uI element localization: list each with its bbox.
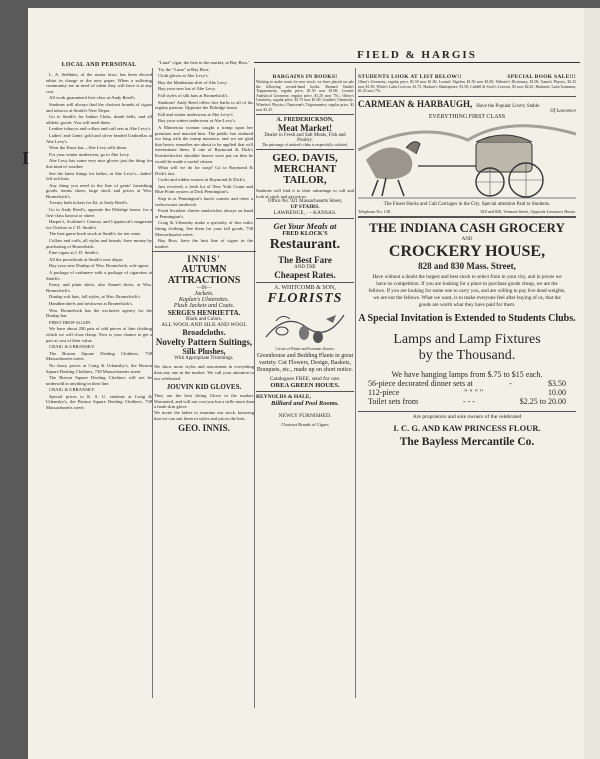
florist-name: A. WHITCOMB & SON, <box>274 285 336 292</box>
price-list <box>358 379 576 406</box>
news-item: Fall styles of silk hats at Bromelsick's. <box>158 92 229 98</box>
news-item: Buy the Manhattan shirt of Abe Levy. <box>158 79 228 85</box>
news-item: FIRST DROP AGAIN. <box>49 319 92 325</box>
fred-note: The patronage of student's clubs is respectfully solicited. <box>261 143 349 148</box>
column-ads-middle <box>256 74 354 684</box>
florist-body: Greenhouse and Bedding Plants in great variety. Cut Flowers, Design, Baskets, Bouquets, etc., made up on short notice. <box>256 353 354 374</box>
innis-line: Plush Jackets and Coats. <box>173 303 235 310</box>
news-item: Cloth gloves at Abe Levy's. <box>158 73 209 79</box>
innis-ad <box>152 254 256 433</box>
news-item: The Boston Square Dealing Clothiers will not be undersold in anything in their line. <box>46 375 152 386</box>
news-item: Try the "Luna" at Bay Bros.' <box>158 66 211 72</box>
lamps-heading-2: by the Thousand. <box>418 347 516 363</box>
price-price: 10.00 <box>548 387 566 397</box>
price-label: 56-piece decorated dinner sets at <box>368 378 473 388</box>
innis-line: SERGES HENRIETTA. <box>167 309 241 318</box>
klock-meals: Get Your Meals at <box>273 221 337 232</box>
klock-and: AND THE <box>294 265 316 271</box>
news-item: Fresh Swizlzer cheese sandwiches always on hand at Pennington's. <box>155 208 253 219</box>
innis-in: —IN— <box>196 286 212 292</box>
news-item: Fancy and plain shirts, also flannel shirts, at Wm. Bromelsick's. <box>46 282 152 293</box>
grocery-and: AND <box>461 236 473 242</box>
news-item: Buy your winter underwear at Abe Levy's. <box>158 118 237 124</box>
news-item: For your winter underwear, go to Abe Levy. <box>49 151 130 157</box>
students-heading: STUDENTS LOOK AT LIST BELOW!! <box>358 74 462 80</box>
innis-sign: GEO. INNIS. <box>178 423 230 434</box>
news-item: Bay Bros. have the best line of cigars in the market. <box>155 238 253 249</box>
carmean-name: CARMEAN & HARBAUGH, <box>358 98 473 109</box>
innis-line: ALL WOOL AND SILK AND WOOL <box>161 322 247 329</box>
news-item: See the latest things for ladies, at Abe Levy's—ladies' felt soft hats. <box>46 170 152 182</box>
innis-line: Jackets. <box>194 291 214 298</box>
notice-items <box>152 60 256 249</box>
news-item: All the periodicals at Smith's new depot. <box>49 256 124 262</box>
innis-body: We show more styles and assortment in everything than any one in the market. We call your attention to our celebrated <box>154 364 254 381</box>
news-item: Collars and cuffs, all styles and brands. Save money by purchasing of Bromelsick. <box>46 238 152 249</box>
innis-body: We invite the ladies to examine our stock, knowing that we can suit them in styles and prices the best. <box>154 409 254 421</box>
price-dash: " " " " <box>464 387 484 397</box>
innis-line: Black and Colors. <box>186 317 222 323</box>
innis-line: Silk Plushes, <box>182 347 226 357</box>
news-item: All work guaranteed first-class at Andy Reed's. <box>49 95 136 101</box>
local-items <box>46 72 152 411</box>
fred-name: A. FREDERICKSON, <box>276 117 334 124</box>
masthead-rule <box>254 62 580 63</box>
flour-name: I. C. G. AND KAW PRINCESS FLOUR. <box>393 422 541 433</box>
carmean-lawrence: Of Lawrence <box>550 108 576 114</box>
news-item: Fall and winter underwear at Abe Levy's. <box>158 111 234 117</box>
innis-jouvin: JOUVIN KID GLOVES. <box>166 383 242 392</box>
klock-name: FRED KLOCK'S <box>282 231 328 238</box>
reynolds-ad <box>256 394 354 427</box>
davis-city: LAWRENCE, - - KANSAS. <box>273 210 337 217</box>
grocery-invitation: A Special Invitation is Extended to Students Clubs. <box>358 312 576 324</box>
news-item: Wm. Bromelsick has the exclusive agency for the Dunlap hat. <box>46 307 152 319</box>
news-item: Step in at Pennington's lunch counter and chew a welsorwurst sandwich. <box>155 196 253 207</box>
news-item: Buy your new Dunlap of Wm. Bromelsick, sole agent. <box>49 263 150 269</box>
innis-line: With Appropriate Trimmings. <box>174 356 234 362</box>
klock-ad <box>256 221 354 280</box>
news-item: Buy your new hat of Abe Levy. <box>158 86 216 92</box>
innis-line: Kaplan's Ulsterettes. <box>178 297 230 304</box>
fred-sub: Dealer in Fresh and Salt Meats, Fish and Poultry. <box>264 133 346 144</box>
davis-name: GEO. DAVIS, <box>272 152 338 165</box>
price-row <box>368 397 566 406</box>
margin-fragment: I <box>22 148 30 168</box>
grocery-body: Have without a doubt the largest and best stock to select from in your city, and in prices we have no competition. If you are looking for a place to purchase goods cheap, we are the fellows. If you are looking for some one to carry you, and are willing to pay live dead weights, we are not the fellows. What we want, is to make everyone feel after buying of us, that the goods are worth what they have paid for them. <box>368 273 566 308</box>
innis-line: Novelty Pattern Suitings, <box>155 337 253 348</box>
news-item: CRAIG & URBANSKY. <box>49 344 95 350</box>
reynolds-newly: NEWLY FURNISHED. <box>278 413 332 420</box>
news-item: Abe Levy has some very nice gloves just the thing for this kind of weather. <box>46 158 152 169</box>
reynolds-billiard: Billiard and Pool Rooms. <box>271 400 339 408</box>
innis-body: They are the best fitting Glove in the market. Warranted, and will not cost you but a trifle more than a lamb skin glove. <box>154 393 254 410</box>
column-notices <box>152 60 256 700</box>
masthead-title: FIELD & HARGIS <box>357 49 477 61</box>
innis-title: AUTUMN ATTRACTIONS <box>167 264 241 287</box>
sale-text: Olney's Geometry, regular price, $1.50 now $1.00; Loomis' Algebra, $1.50 now $1.00; Webster's Dictionary, $1.00; Ganot's Physics, $2.25 now $1.50; White's Latin Lexicon, $1.75; Hudson's Shakespeare, $1.50; Liddell & Scott's Lexicon, $3 now $2.25; Harkness' Latin Grammar, $1.25 now 75c. <box>358 80 576 94</box>
price-label: Toilet sets from <box>368 396 419 406</box>
florist-orea: OREA GREEN HOUES. <box>270 382 340 390</box>
florist-ad <box>256 285 354 389</box>
carmean-first-class: EVERYTHING FIRST CLASS <box>428 113 506 120</box>
news-item: The best game book stock at Smith's for ten cents. <box>49 231 142 237</box>
klock-title: Restaurant. <box>269 237 341 253</box>
news-item: What will we do for soap? Go to Raymond & Dick's fast. <box>155 165 253 176</box>
news-item: Students! Andy Reed offers free baths to all of his regular patrons. Opposite the Eldridge house. <box>155 99 253 111</box>
innis-line: Broadcloths. <box>182 328 226 338</box>
sale-heading: SPECIAL BOOK SALE!!! <box>507 74 576 80</box>
news-item: We have about 200 pair of odd pieces of fine clothing which we will close cheap. Now is your chance to get a pair at cost of their value. <box>46 326 152 343</box>
carmean-address: 818 and 820, Vermont Street, Opposite Lawrence House. <box>480 208 576 214</box>
davis-body: Students will find it to their advantage to call and look at stock and get prices. <box>256 188 354 199</box>
grocery-title: THE INDIANA CASH GROCERY <box>369 219 565 235</box>
news-item: No fancy prices at Craig & Urbansky's, the Boston Square Dealing Clothiers, 738 Massachusetts street. <box>46 362 152 374</box>
lamps-heading: Lamps and Lamp Fixtures <box>393 331 541 347</box>
carmean-phone: Telephone No. 138. <box>358 208 391 214</box>
carriage-illustration <box>358 120 576 202</box>
news-item: "Luna" cigar, the best in the market, at Bay Bros.' <box>158 60 250 65</box>
price-price: $3.50 <box>547 378 566 388</box>
column-local-personal <box>46 60 152 690</box>
reynolds-name: REYNOLDS & HALE, <box>256 394 311 401</box>
reynolds-cigars: Choicest Brands of Cigars <box>281 422 329 428</box>
price-row <box>368 379 566 388</box>
davis-up: UP STAIRS. <box>290 204 320 211</box>
news-item: Craig & Urbansky make a specialty of fine tailor fitting clothing. See them for your fall goods, 738 Massachusetts street. <box>155 220 253 237</box>
price-row <box>368 388 566 397</box>
davis-title: MERCHANT TAILOR, <box>273 164 337 187</box>
price-label: 112-piece <box>368 387 400 397</box>
davis-ad <box>256 152 354 216</box>
news-item: Any thing you need in the line of gents' furnishing goods, tennis shoes, large stock and prices at Wm. Bromelsick's. <box>46 182 152 199</box>
news-item: The Boston Square Dealing Clothiers, 738 Massachusetts street. <box>46 350 152 362</box>
news-item: Just received, a fresh lot of New York Count and Blue Point oysters at Dick Pennington's. <box>155 183 253 195</box>
proprietors: Are proprietors and sole owners of the celebrated <box>412 413 522 420</box>
news-item: Go to Andy Reed's, opposite the Eldridge house, for a first-class haircut or shave. <box>46 207 152 218</box>
news-item: Leather tobacco and collars and cuff sets at Abe Levy's. <box>49 126 152 132</box>
news-item: Harper's, Scribner's Century and Lippincott's magazine for October at J. D. Smith's. <box>46 219 152 230</box>
carmean-ad <box>358 99 576 214</box>
facing-page-edge <box>584 8 600 759</box>
klock-rates: Cheapest Rates. <box>274 270 336 281</box>
florist-title: FLORISTS <box>267 291 343 307</box>
innis-head: INNIS' <box>187 254 221 265</box>
price-dash: - <box>509 378 512 388</box>
newspaper-page <box>22 8 584 759</box>
news-item: Ladies' and Gents' gold and silver headed Umbrellas at Abe Levy's. <box>46 132 152 144</box>
news-item: A Minnesota woman caught a tramp upon her premises and married him. The public has endured too long with the tramp nuisance, and we are glad that heroic remedies are about to be applied that will exterminate them. If one of Raymond & Dick's Knickerbocker shoulder braces were put on him he would be made a useful citizen. <box>155 124 253 164</box>
news-item: CRAIG & URBANSKY. <box>49 387 95 393</box>
carmean-hacks: The Finest Hacks and Call Carriages in the City. Special attention Paid to Students. <box>383 201 551 207</box>
florist-catalogue: Catalogues FREE, send for one. <box>269 376 341 383</box>
news-item: Twenty bath tickets for $2, at Andy Reed's. <box>49 200 129 206</box>
davis-addr: Office No. 921 Massachusetts Street, <box>267 199 343 205</box>
lamps-range: We have hanging lamps from $.75 to $15 each. <box>391 369 543 379</box>
grocery-address: 828 and 830 Mass. Street, <box>418 260 516 271</box>
price-price: $2.25 to 20.00 <box>519 396 566 406</box>
books-text: Wishing to make room for new stock, we have placed on sale the following second-hand books. Barnard Smith's Trigonometry, regular price, $1.50 now $1.00; Loomis' Analytical Geometry, regular price, $1.25 now 75c.; Olney's Geometry, regular price, $1.75 now $1.00; Gaudin's Chemistry; Wheeler's Physics; Chauvenet's Trigonometry, regular price, $2 now $1.25. <box>256 80 354 112</box>
news-item: Students will always find the choicest brands of cigars and tobacco at Smith's New Depot. <box>46 101 152 113</box>
news-item: A package of cashmere with a package of cigarettes at Smith's. <box>46 270 152 281</box>
fred-title: Meat Market! <box>277 123 333 134</box>
column-ads-right <box>358 74 576 704</box>
klock-fare: The Best Fare <box>278 255 332 266</box>
frederickson-ad <box>256 117 354 147</box>
price-dash: - - - <box>462 396 475 406</box>
grocery-ad <box>358 220 576 448</box>
news-item: Go to Smith's for Indian Clubs, dumb bells, and all athletic goods. You will need them. <box>46 114 152 125</box>
bayless-name: The Bayless Mercantile Co. <box>399 435 535 448</box>
news-item: L. A. Stebbins, of the senior laws, has been elected editor in charge or the new paper. When a suffering community are in need of talent they will have it at any cost. <box>46 72 152 94</box>
column-rule <box>355 68 356 698</box>
section-heading: LOCAL AND PERSONAL <box>61 62 137 68</box>
grocery-crockery: CROCKERY HOUSE, <box>388 242 546 260</box>
news-item: Corks and rubber erasers at Raymond & Dick's. <box>158 177 246 183</box>
news-item: Fine cigars at J. D. Smith's. <box>49 250 100 256</box>
flower-illustration <box>256 307 352 347</box>
news-item: Special prices to K. S. U. students at Craig & Urbansky's, the Boston Square Dealing Clothiers, 738 Massachusetts street. <box>46 393 152 411</box>
news-item: Dunlap soft hats, fall styles, at Wm. Bromelsick's. <box>49 294 141 300</box>
carmean-livery: Have the Popular Livery Stable <box>476 103 540 109</box>
books-heading: BARGAINS IN BOOKS! <box>272 74 338 80</box>
news-item: Handkerchiefs and neckwear at Bromelsick's. <box>49 300 133 306</box>
news-item: Wear the Knox hat—Abe Levy sells them. <box>49 145 128 151</box>
florist-cut: Cut are of Winter and Economic flowers. <box>275 347 335 352</box>
